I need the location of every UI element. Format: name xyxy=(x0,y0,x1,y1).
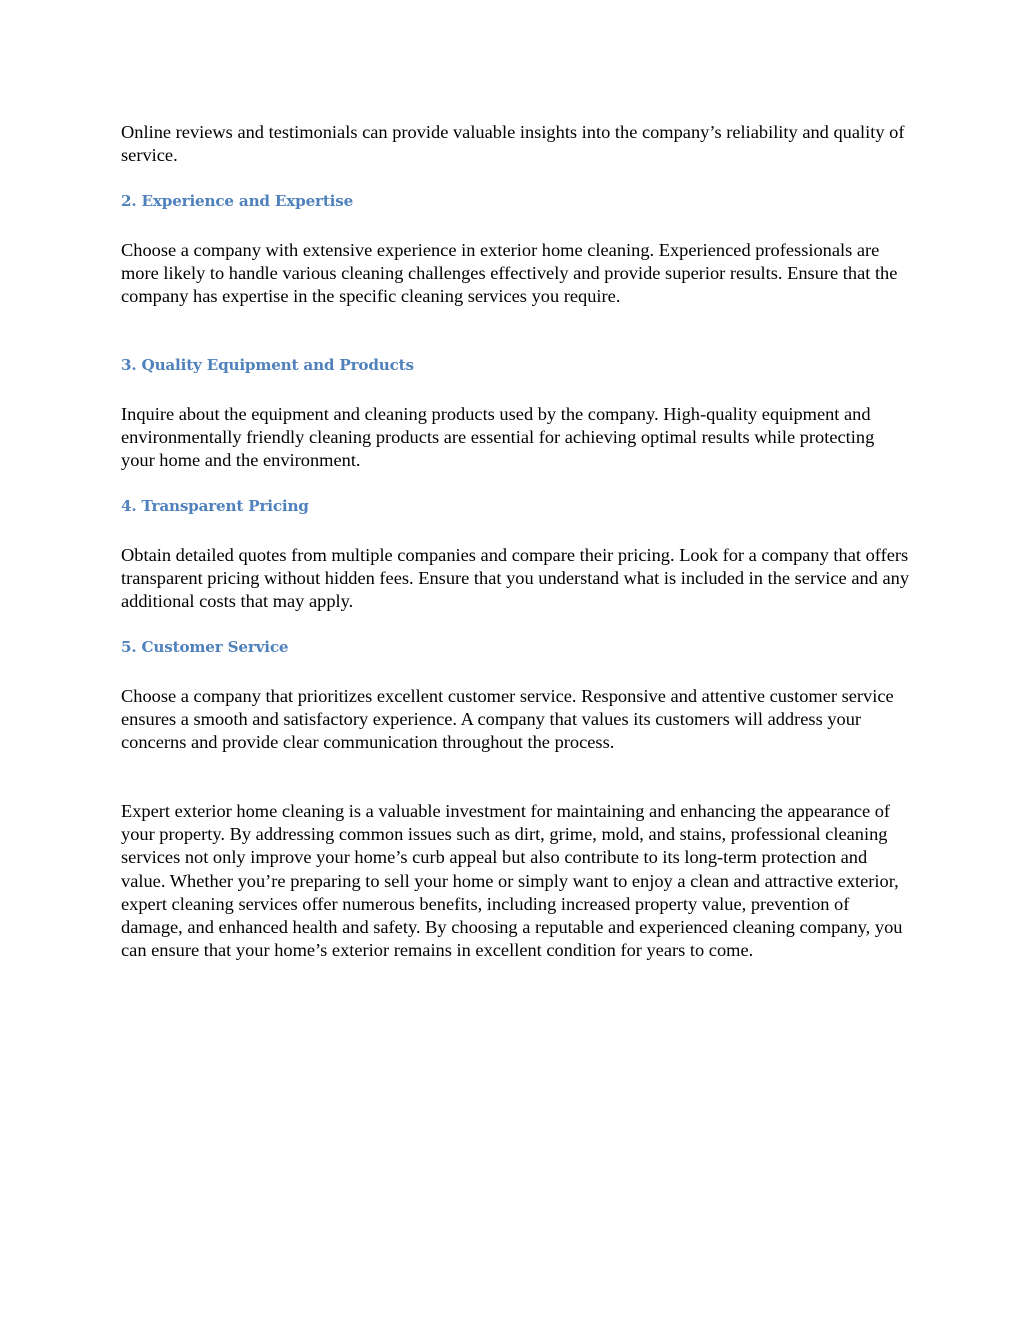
section-body-experience: Choose a company with extensive experience in exterior home cleaning. Experienced professionals are more likely to handle various cleaning challenges effectively and provide superior results. Ensure that the company has expertise in the specific cleaning services you require. xyxy=(121,240,898,307)
section-body-customer-service: Choose a company that prioritizes excellent customer service. Responsive and attentive customer service ensures a smooth and satisfactory experience. A company that values its customers will address your concerns and provide clear communication throughout the process. xyxy=(121,686,894,753)
conclusion-paragraph: Expert exterior home cleaning is a valuable investment for maintaining and enhancing the appearance of your property. By addressing common issues such as dirt, grime, mold, and stains, professional cleaning services not only improve your home’s curb appeal but also contribute to its long-term protection and value. Whether you’re preparing to sell your home or simply want to enjoy a clean and attractive exterior, expert cleaning services offer numerous benefits, including increased property value, prevention of damage, and enhanced health and safety. By choosing a reputable and experienced cleaning company, you can ensure that your home’s exterior remains in excellent condition for years to come. xyxy=(121,801,903,961)
section-heading-pricing: 4. Transparent Pricing xyxy=(121,497,309,515)
section-heading-experience: 2. Experience and Expertise xyxy=(121,192,354,210)
section-body-equipment: Inquire about the equipment and cleaning products used by the company. High-quality equipment and environmentally friendly cleaning products are essential for achieving optimal results while protecting your home and the environment. xyxy=(121,404,875,471)
section-body-pricing: Obtain detailed quotes from multiple companies and compare their pricing. Look for a company that offers transparent pricing without hidden fees. Ensure that you understand what is included in the service and any additional costs that may apply. xyxy=(121,545,910,612)
intro-paragraph: Online reviews and testimonials can provide valuable insights into the company’s reliability and quality of service. xyxy=(121,122,905,166)
section-heading-equipment: 3. Quality Equipment and Products xyxy=(121,356,414,374)
section-heading-customer-service: 5. Customer Service xyxy=(121,638,289,656)
